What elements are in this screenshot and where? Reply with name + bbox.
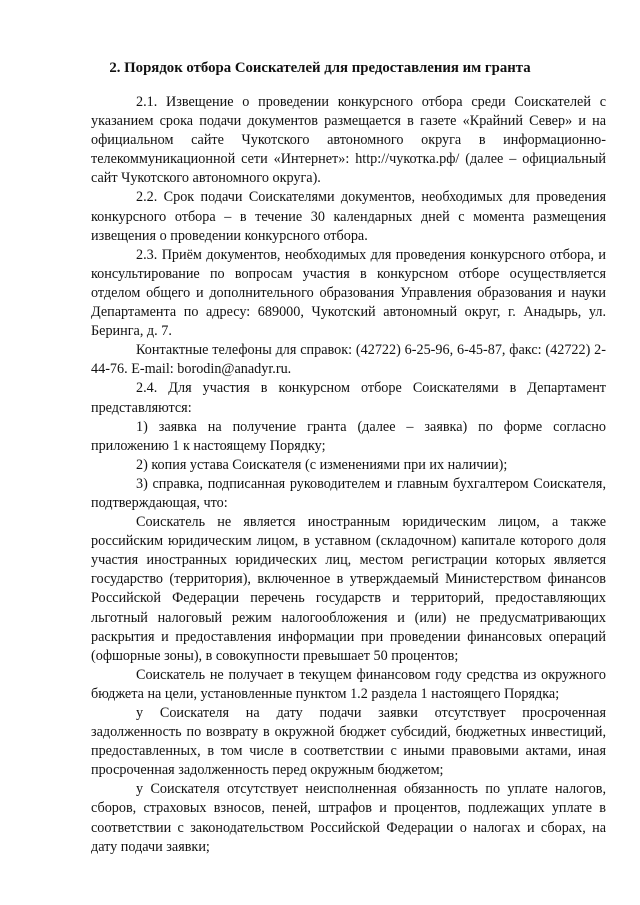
paragraph-2-1: 2.1. Извещение о проведении конкурсного отбора среди Соискателей с указанием срока подачи документов размещается в газете «Крайний Север» и на официальном сайте Чукотского автономного округа в информационно-телекоммуникационной сети «Интернет»: http://чукотка.рф/ (далее – официальный сайт Чукотского автономного округа). [91, 94, 606, 187]
condition-foreign-entity: Соискатель не является иностранным юридическим лицом, а также российским юридическим лицом, в уставном (складочном) капитале которого доля участия иностранных юридических лиц, местом регистрации которых является государство (территория), включенное в утверждаемый Министерством финансов Российской Федерации перечень государств и территорий, предоставляющих льготный налоговый режим налогообложения и (или) не предусматривающих раскрытия и предоставления информации при проведении финансовых операций (офшорные зоны), в совокупности превышает 50 процентов; [91, 514, 606, 664]
section-title: 2. Порядок отбора Соискателей для предоставления им гранта [109, 60, 531, 76]
condition-no-overdue-debt: у Соискателя на дату подачи заявки отсутствует просроченная задолженность по возврату в окружной бюджет субсидий, бюджетных инвестиций, предоставленных, в том числе в соответствии с иными правовыми актами, иная просроченная задолженность перед окружным бюджетом; [91, 705, 606, 779]
paragraph-2-4: 2.4. Для участия в конкурсном отборе Соискателями в Департамент представляются: [91, 380, 606, 416]
document-body [91, 93, 606, 857]
paragraph-2-2: 2.2. Срок подачи Соискателями документов, необходимых для проведения конкурсного отбора – в течение 30 календарных дней с момента размещения извещения о проведении конкурсного отбора. [91, 189, 606, 244]
condition-no-tax-arrears: у Соискателя отсутствует неисполненная обязанность по уплате налогов, сборов, страховых взносов, пеней, штрафов и процентов, подлежащих уплате в соответствии с законодательством Российской Федерации о налогах и сборах, на дату подачи заявки; [91, 781, 606, 855]
paragraph-2-3: 2.3. Приём документов, необходимых для проведения конкурсного отбора, и консультирование по вопросам участия в конкурсном отборе осуществляется отделом общего и дополнительного образования Управления образования и науки Департамента по адресу: 689000, Чукотский автономный округ, г. Анадырь, ул. Беринга, д. 7. [91, 246, 606, 340]
condition-no-budget-funds: Соискатель не получает в текущем финансовом году средства из окружного бюджета на цели, установленные пунктом 1.2 раздела 1 настоящего Порядка; [91, 666, 606, 702]
list-item-3: 3) справка, подписанная руководителем и главным бухгалтером Соискателя, подтверждающая, что: [91, 475, 606, 511]
paragraph-contacts: Контактные телефоны для справок: (42722) 6-25-96, 6-45-87, факс: (42722) 2-44-76. E-mail: borodin@anadyr.ru. [91, 342, 606, 378]
list-item-1: 1) заявка на получение гранта (далее – заявка) по форме согласно приложению 1 к настоящему Порядку; [91, 418, 606, 454]
list-item-2: 2) копия устава Соискателя (с изменениями при их наличии); [136, 456, 508, 473]
